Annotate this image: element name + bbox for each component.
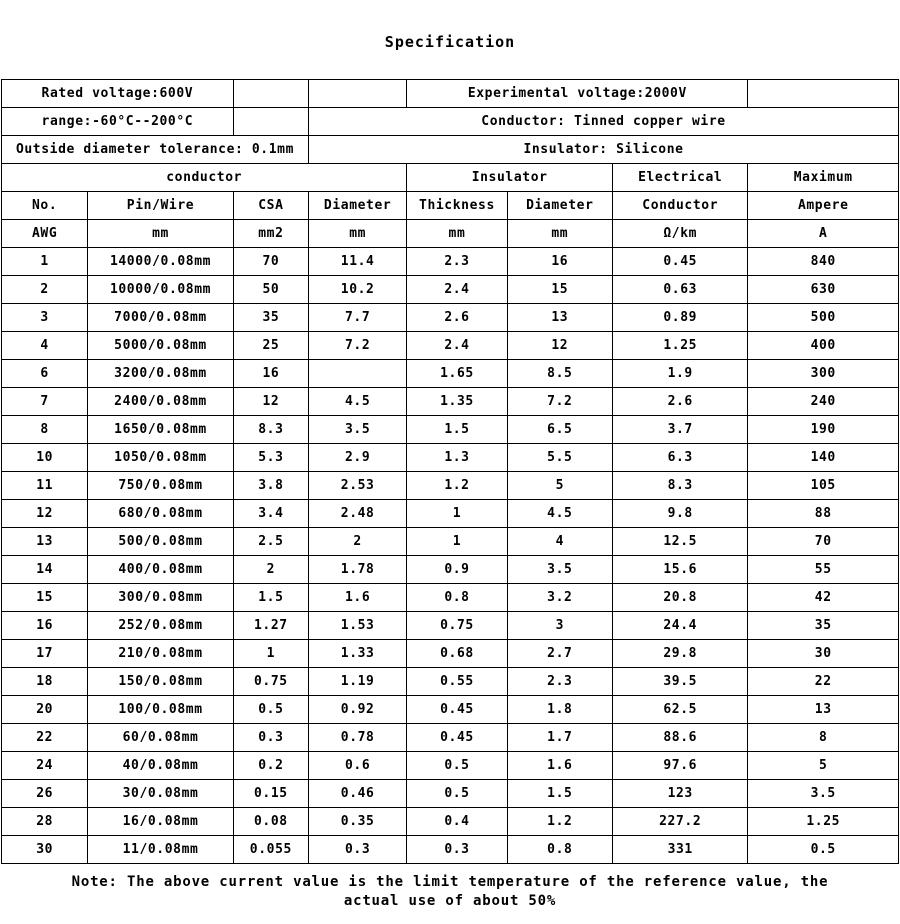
table-cell: 0.8	[407, 584, 507, 612]
table-cell: 6	[2, 360, 88, 388]
table-row	[2, 808, 899, 836]
table-cell: 0.78	[308, 724, 406, 752]
table-cell: 0.3	[407, 836, 507, 864]
table-cell: 3	[2, 304, 88, 332]
table-cell: 3.8	[233, 472, 308, 500]
table-cell: 210/0.08mm	[88, 640, 233, 668]
table-cell: 10.2	[308, 276, 406, 304]
column-header-csa: CSA	[233, 192, 308, 220]
table-cell: 4	[2, 332, 88, 360]
table-cell: 1.8	[507, 696, 612, 724]
insulator-material-cell: Insulator: Silicone	[308, 136, 898, 164]
table-cell: 0.46	[308, 780, 406, 808]
table-cell: 13	[748, 696, 899, 724]
table-cell: 12	[2, 500, 88, 528]
table-cell: 3200/0.08mm	[88, 360, 233, 388]
table-cell: 0.92	[308, 696, 406, 724]
unit-no: AWG	[2, 220, 88, 248]
unit-conductor-diameter: mm	[308, 220, 406, 248]
table-cell: 1.19	[308, 668, 406, 696]
column-header-electrical-conductor: Conductor	[612, 192, 747, 220]
table-cell: 1.2	[507, 808, 612, 836]
table-row	[2, 388, 899, 416]
table-cell: 1.27	[233, 612, 308, 640]
table-cell: 0.75	[233, 668, 308, 696]
table-row	[2, 500, 899, 528]
table-cell: 2.3	[507, 668, 612, 696]
table-cell: 70	[233, 248, 308, 276]
table-cell: 12.5	[612, 528, 747, 556]
table-cell: 1.65	[407, 360, 507, 388]
table-cell: 1.6	[507, 752, 612, 780]
table-cell: 400	[748, 332, 899, 360]
table-cell	[308, 360, 406, 388]
table-cell: 150/0.08mm	[88, 668, 233, 696]
table-cell: 105	[748, 472, 899, 500]
table-cell: 28	[2, 808, 88, 836]
table-cell: 0.5	[407, 780, 507, 808]
table-cell: 680/0.08mm	[88, 500, 233, 528]
table-cell: 1	[2, 248, 88, 276]
table-cell: 2	[2, 276, 88, 304]
table-cell: 26	[2, 780, 88, 808]
note-line-1: Note: The above current value is the limit temperature of the reference value, the	[71, 874, 829, 890]
table-row	[2, 612, 899, 640]
table-cell: 2.53	[308, 472, 406, 500]
table-cell: 0.35	[308, 808, 406, 836]
group-header-insulator: Insulator	[407, 164, 613, 192]
table-cell: 2.7	[507, 640, 612, 668]
table-cell: 240	[748, 388, 899, 416]
table-row	[2, 780, 899, 808]
table-cell: 60/0.08mm	[88, 724, 233, 752]
note-line-2: actual use of about 50%	[343, 893, 557, 909]
table-cell: 190	[748, 416, 899, 444]
table-cell: 16	[233, 360, 308, 388]
table-cell: 55	[748, 556, 899, 584]
table-row	[2, 304, 899, 332]
table-cell: 20	[2, 696, 88, 724]
table-cell: 8	[2, 416, 88, 444]
table-cell: 1.5	[407, 416, 507, 444]
table-cell: 0.68	[407, 640, 507, 668]
group-header-conductor: conductor	[2, 164, 407, 192]
table-cell: 123	[612, 780, 747, 808]
table-cell: 2.48	[308, 500, 406, 528]
table-cell: 1.25	[748, 808, 899, 836]
table-cell: 2.5	[233, 528, 308, 556]
table-cell: 35	[233, 304, 308, 332]
column-header-no: No.	[2, 192, 88, 220]
table-cell: 0.9	[407, 556, 507, 584]
table-cell: 1.6	[308, 584, 406, 612]
table-cell: 10	[2, 444, 88, 472]
group-header-electrical: Electrical	[612, 164, 747, 192]
table-cell: 50	[233, 276, 308, 304]
table-cell: 39.5	[612, 668, 747, 696]
table-row	[2, 276, 899, 304]
table-cell: 13	[507, 304, 612, 332]
table-cell: 7.7	[308, 304, 406, 332]
unit-row	[2, 220, 899, 248]
conductor-material-cell: Conductor: Tinned copper wire	[308, 108, 898, 136]
table-cell: 3.5	[507, 556, 612, 584]
table-cell: 0.055	[233, 836, 308, 864]
table-cell: 2.6	[612, 388, 747, 416]
table-row	[2, 248, 899, 276]
table-cell: 24	[2, 752, 88, 780]
table-cell: 35	[748, 612, 899, 640]
table-cell: 4.5	[308, 388, 406, 416]
table-cell: 1.35	[407, 388, 507, 416]
column-header-insulator-diameter: Diameter	[507, 192, 612, 220]
table-cell: 9.8	[612, 500, 747, 528]
table-cell: 1.53	[308, 612, 406, 640]
table-cell: 2400/0.08mm	[88, 388, 233, 416]
info-row-range	[2, 108, 899, 136]
table-cell: 6.3	[612, 444, 747, 472]
table-cell: 2	[308, 528, 406, 556]
table-cell: 18	[2, 668, 88, 696]
table-row	[2, 556, 899, 584]
table-cell: 16/0.08mm	[88, 808, 233, 836]
table-cell: 2.6	[407, 304, 507, 332]
unit-insulator-diameter: mm	[507, 220, 612, 248]
table-cell: 630	[748, 276, 899, 304]
info-row-voltage	[2, 80, 899, 108]
table-cell: 22	[2, 724, 88, 752]
table-cell: 0.45	[407, 696, 507, 724]
table-cell: 1050/0.08mm	[88, 444, 233, 472]
table-cell: 97.6	[612, 752, 747, 780]
table-cell: 7	[2, 388, 88, 416]
table-cell: 70	[748, 528, 899, 556]
table-cell: 0.2	[233, 752, 308, 780]
table-cell: 0.45	[407, 724, 507, 752]
table-cell: 0.8	[507, 836, 612, 864]
table-cell: 1.7	[507, 724, 612, 752]
column-header-conductor-diameter: Diameter	[308, 192, 406, 220]
table-cell: 0.6	[308, 752, 406, 780]
table-cell: 500/0.08mm	[88, 528, 233, 556]
table-cell: 3	[507, 612, 612, 640]
table-cell: 1650/0.08mm	[88, 416, 233, 444]
table-cell: 3.4	[233, 500, 308, 528]
table-row	[2, 752, 899, 780]
table-cell: 0.5	[407, 752, 507, 780]
table-cell: 30/0.08mm	[88, 780, 233, 808]
column-header-pin-wire: Pin/Wire	[88, 192, 233, 220]
table-cell: 5.5	[507, 444, 612, 472]
table-cell: 12	[233, 388, 308, 416]
unit-maximum-ampere: A	[748, 220, 899, 248]
table-cell: 8.5	[507, 360, 612, 388]
table-cell: 1.5	[233, 584, 308, 612]
experimental-voltage-cell: Experimental voltage:2000V	[407, 80, 748, 108]
table-row	[2, 668, 899, 696]
table-cell: 7000/0.08mm	[88, 304, 233, 332]
table-cell: 750/0.08mm	[88, 472, 233, 500]
table-cell: 100/0.08mm	[88, 696, 233, 724]
table-cell: 1.5	[507, 780, 612, 808]
table-cell: 17	[2, 640, 88, 668]
table-row	[2, 528, 899, 556]
table-row	[2, 332, 899, 360]
table-cell: 1.25	[612, 332, 747, 360]
table-cell: 15	[2, 584, 88, 612]
unit-insulator-thickness: mm	[407, 220, 507, 248]
table-cell: 14000/0.08mm	[88, 248, 233, 276]
table-cell: 3.2	[507, 584, 612, 612]
table-cell: 0.89	[612, 304, 747, 332]
table-cell: 1	[407, 528, 507, 556]
table-cell: 3.5	[308, 416, 406, 444]
table-cell: 5000/0.08mm	[88, 332, 233, 360]
table-cell: 252/0.08mm	[88, 612, 233, 640]
table-cell: 0.5	[233, 696, 308, 724]
table-cell: 12	[507, 332, 612, 360]
table-cell: 227.2	[612, 808, 747, 836]
table-cell: 0.45	[612, 248, 747, 276]
table-row	[2, 836, 899, 864]
column-header-maximum-ampere: Ampere	[748, 192, 899, 220]
tolerance-cell: Outside diameter tolerance: 0.1mm	[2, 136, 309, 164]
table-cell: 30	[2, 836, 88, 864]
table-cell: 331	[612, 836, 747, 864]
temperature-range-cell: range:-60°C--200°C	[2, 108, 234, 136]
table-cell: 10000/0.08mm	[88, 276, 233, 304]
blank-cell	[233, 80, 308, 108]
table-cell: 0.3	[308, 836, 406, 864]
table-cell: 8.3	[233, 416, 308, 444]
table-cell: 4.5	[507, 500, 612, 528]
table-cell: 8	[748, 724, 899, 752]
blank-cell	[308, 80, 406, 108]
table-cell: 7.2	[507, 388, 612, 416]
blank-cell	[233, 108, 308, 136]
page-title: Specification	[384, 33, 516, 51]
unit-pin-wire: mm	[88, 220, 233, 248]
table-row	[2, 472, 899, 500]
info-row-tolerance	[2, 136, 899, 164]
table-cell: 29.8	[612, 640, 747, 668]
table-row	[2, 360, 899, 388]
column-header-row	[2, 192, 899, 220]
table-cell: 5	[507, 472, 612, 500]
table-cell: 300	[748, 360, 899, 388]
table-cell: 2	[233, 556, 308, 584]
table-cell: 11	[2, 472, 88, 500]
table-cell: 3.5	[748, 780, 899, 808]
table-cell: 0.63	[612, 276, 747, 304]
table-cell: 140	[748, 444, 899, 472]
table-row	[2, 724, 899, 752]
unit-electrical-conductor: Ω/km	[612, 220, 747, 248]
table-cell: 1.2	[407, 472, 507, 500]
table-cell: 14	[2, 556, 88, 584]
table-cell: 42	[748, 584, 899, 612]
table-cell: 16	[2, 612, 88, 640]
table-cell: 0.4	[407, 808, 507, 836]
table-cell: 11.4	[308, 248, 406, 276]
table-cell: 1.78	[308, 556, 406, 584]
table-cell: 0.55	[407, 668, 507, 696]
table-row	[2, 444, 899, 472]
table-cell: 1	[233, 640, 308, 668]
blank-cell	[748, 80, 899, 108]
rated-voltage-cell: Rated voltage:600V	[2, 80, 234, 108]
table-cell: 4	[507, 528, 612, 556]
table-cell: 88	[748, 500, 899, 528]
table-cell: 88.6	[612, 724, 747, 752]
table-row	[2, 416, 899, 444]
table-cell: 20.8	[612, 584, 747, 612]
table-cell: 22	[748, 668, 899, 696]
table-cell: 2.9	[308, 444, 406, 472]
table-row	[2, 584, 899, 612]
table-cell: 1	[407, 500, 507, 528]
table-cell: 0.3	[233, 724, 308, 752]
table-cell: 400/0.08mm	[88, 556, 233, 584]
table-cell: 3.7	[612, 416, 747, 444]
unit-csa: mm2	[233, 220, 308, 248]
table-cell: 16	[507, 248, 612, 276]
table-cell: 11/0.08mm	[88, 836, 233, 864]
table-cell: 2.3	[407, 248, 507, 276]
table-cell: 1.3	[407, 444, 507, 472]
table-cell: 7.2	[308, 332, 406, 360]
table-cell: 1.9	[612, 360, 747, 388]
table-cell: 0.15	[233, 780, 308, 808]
table-cell: 5	[748, 752, 899, 780]
table-cell: 6.5	[507, 416, 612, 444]
table-row	[2, 696, 899, 724]
table-row	[2, 640, 899, 668]
table-cell: 15.6	[612, 556, 747, 584]
table-cell: 0.5	[748, 836, 899, 864]
table-cell: 8.3	[612, 472, 747, 500]
table-cell: 40/0.08mm	[88, 752, 233, 780]
table-cell: 24.4	[612, 612, 747, 640]
table-cell: 840	[748, 248, 899, 276]
table-cell: 0.75	[407, 612, 507, 640]
table-cell: 30	[748, 640, 899, 668]
table-cell: 300/0.08mm	[88, 584, 233, 612]
specification-table	[1, 79, 899, 864]
table-cell: 5.3	[233, 444, 308, 472]
table-cell: 2.4	[407, 276, 507, 304]
table-cell: 2.4	[407, 332, 507, 360]
table-cell: 62.5	[612, 696, 747, 724]
table-cell: 1.33	[308, 640, 406, 668]
table-cell: 0.08	[233, 808, 308, 836]
table-body	[2, 248, 899, 864]
group-header-row	[2, 164, 899, 192]
table-cell: 13	[2, 528, 88, 556]
group-header-maximum: Maximum	[748, 164, 899, 192]
column-header-insulator-thickness: Thickness	[407, 192, 507, 220]
table-cell: 25	[233, 332, 308, 360]
table-cell: 15	[507, 276, 612, 304]
table-cell: 500	[748, 304, 899, 332]
